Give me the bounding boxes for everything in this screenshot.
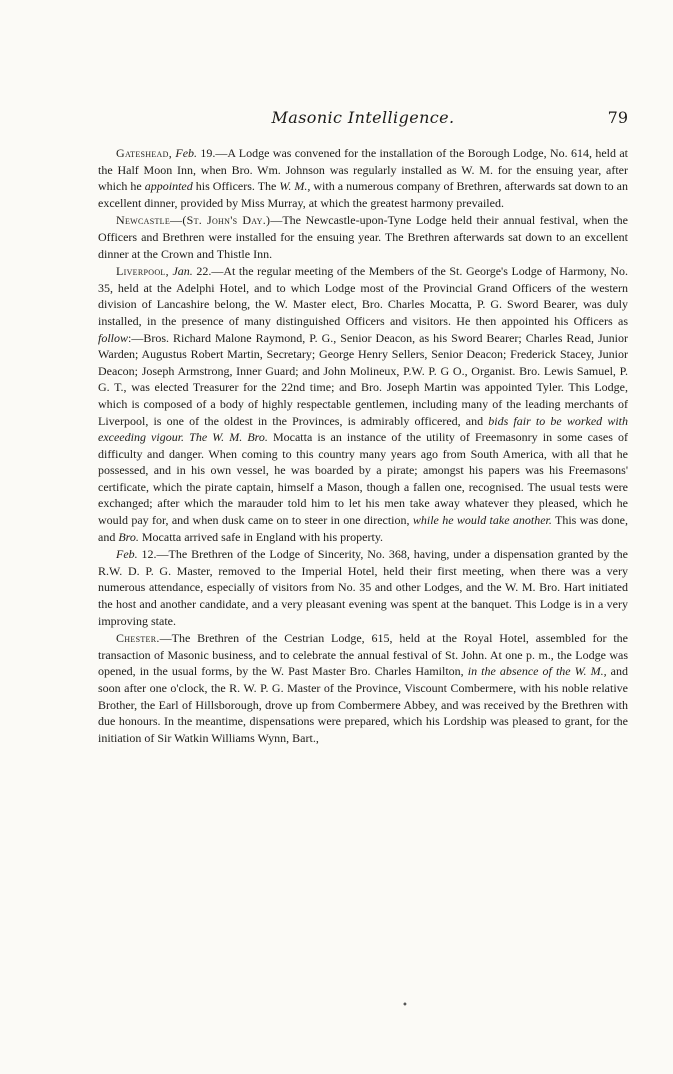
- paragraph-text: 22.—At the regular meeting of the Members of the St. George's Lodge of Harmony, No. 35, held at the Adelphi Hotel, and to which Lodge most of the Provincial Grand Officers of the western division of Lancashire belong, the W. Master elect, Bro. Charles Mocatta, P. G. Sword Bearer, was duly installed, in the presence of many distinguished Officers and visitors. He then appointed his Officers as: [98, 264, 629, 328]
- running-header: [98, 108, 628, 130]
- date-italic: Feb.: [116, 547, 138, 562]
- article-body: [98, 145, 628, 747]
- paragraph-text: 19.—A Lodge was convened for the installation of the Borough Lodge, No. 614, held at the Half Moon Inn, when Bro. Wm. Johnson was regularly installed as W. M. for the ensuing year, after which he: [98, 146, 629, 194]
- place-name: Chester.: [116, 631, 160, 646]
- italic-text: W. M.,: [279, 179, 311, 194]
- paragraph-sincerity: [98, 546, 628, 629]
- feast-name: —(St. John's Day.): [170, 213, 271, 228]
- date-italic: Jan.: [172, 264, 193, 279]
- decorative-dot: •: [402, 1000, 408, 1011]
- paragraph-liverpool: [98, 263, 628, 545]
- italic-text: appointed: [144, 179, 193, 194]
- paragraph-chester: [98, 630, 628, 746]
- paragraph-text: 12.—The Brethren of the Lodge of Sincerity, No. 368, having, under a dispensation granted by the R.W. D. P. G. Master, removed to the Imperial Hotel, held their first meeting, when there was a very numerous attendance, especially of visitors from No. 35 and other Lodges, and the W. M. Bro. Hart initiated the host and another candidate, and a very pleasant evening was spent at the banquet. This Lodge is in a very improving state.: [98, 547, 628, 628]
- paragraph-newcastle: [98, 212, 628, 262]
- page-number: 79: [607, 108, 628, 127]
- italic-text: bids fair to be worked with exceeding vigour.: [98, 413, 628, 445]
- paragraph-text: with a numerous company of Brethren, afterwards sat down to an excellent dinner, provided by Miss Murray, at which the greatest harmony prevailed.: [98, 179, 629, 210]
- paragraph-text: his Officers. The: [192, 179, 280, 194]
- date-italic: Feb.: [175, 146, 198, 160]
- running-title: Masonic Intelligence.: [271, 108, 455, 127]
- italic-text: follow: [98, 330, 129, 345]
- italic-text: in the absence of the W. M.,: [467, 664, 607, 679]
- italic-text: while he would take another.: [412, 513, 552, 528]
- italic-text: Bro.: [118, 529, 139, 544]
- paragraph-text: :—Bros. Richard Malone Raymond, P. G., Senior Deacon, as his Sword Bearer; Charles Read, Junior Warden; Augustus Robert Martin, Secretary; George Henry Sellers, Senior Deacon; Frederick Stacey, Junior Deacon; Joseph Armstrong, Inner Guard; and John Molineux, P.W. P. G O., Organist. Bro. Lewis Samuel, P. G. T., was elected Treasurer for the 22nd time; and Bro. Joseph Martin was appointed Tyler. This Lodge, which is composed of a body of highly respectable gentlemen, including many of the leading merchants of Liverpool, is one of the oldest in the Provinces, is admirably officered, and: [98, 330, 628, 428]
- place-name: Gateshead,: [116, 146, 172, 160]
- paragraph-text: Mocatta is an instance of the utility of Freemasonry in some cases of difficulty and danger. When coming to this country many years ago from South America, with all that he possessed, and in his own vessel, he was boarded by a pirate; amongst his papers was his Freemasons' certificate, which the pirate captain, himself a Mason, though a fallen one, recognised. The usual tests were exchanged; after which the marauder told him to let his men take away whatever they pleased, which he would pay for, and when dusk came on to steer in one direction,: [98, 430, 628, 528]
- paragraph-text: —The Newcastle-upon-Tyne Lodge held their annual festival, when the Officers and Brethren were installed for the ensuing year. The Brethren afterwards sat down to an excellent dinner at the Crown and Thistle Inn.: [98, 213, 628, 261]
- paragraph-text: Mocatta arrived safe in England with his property.: [138, 529, 384, 544]
- italic-text: The W. M. Bro.: [189, 430, 268, 445]
- paragraph-text: This was done, and: [98, 513, 628, 544]
- place-name: Newcastle: [116, 213, 171, 228]
- paragraph-gateshead: [98, 145, 628, 211]
- paragraph-text: and soon after one o'clock, the R. W. P. G. Master of the Province, Viscount Combermere, with his noble relative Brother, the Earl of Hillsborough, drove up from Combermere Abbey, and was received by the Brethren with due honours. In the meantime, dispensations were prepared, which his Lordship was pleased to grant, for the initiation of Sir Watkin Williams Wynn, Bart.,: [98, 664, 629, 745]
- paragraph-text: —The Brethren of the Cestrian Lodge, 615, held at the Royal Hotel, assembled for the transaction of Masonic business, and to celebrate the annual festival of St. John. At one p. m., the Lodge was opened, in the usual forms, by the W. Past Master Bro. Charles Hamilton,: [98, 631, 628, 679]
- place-name: Liverpool,: [116, 264, 169, 279]
